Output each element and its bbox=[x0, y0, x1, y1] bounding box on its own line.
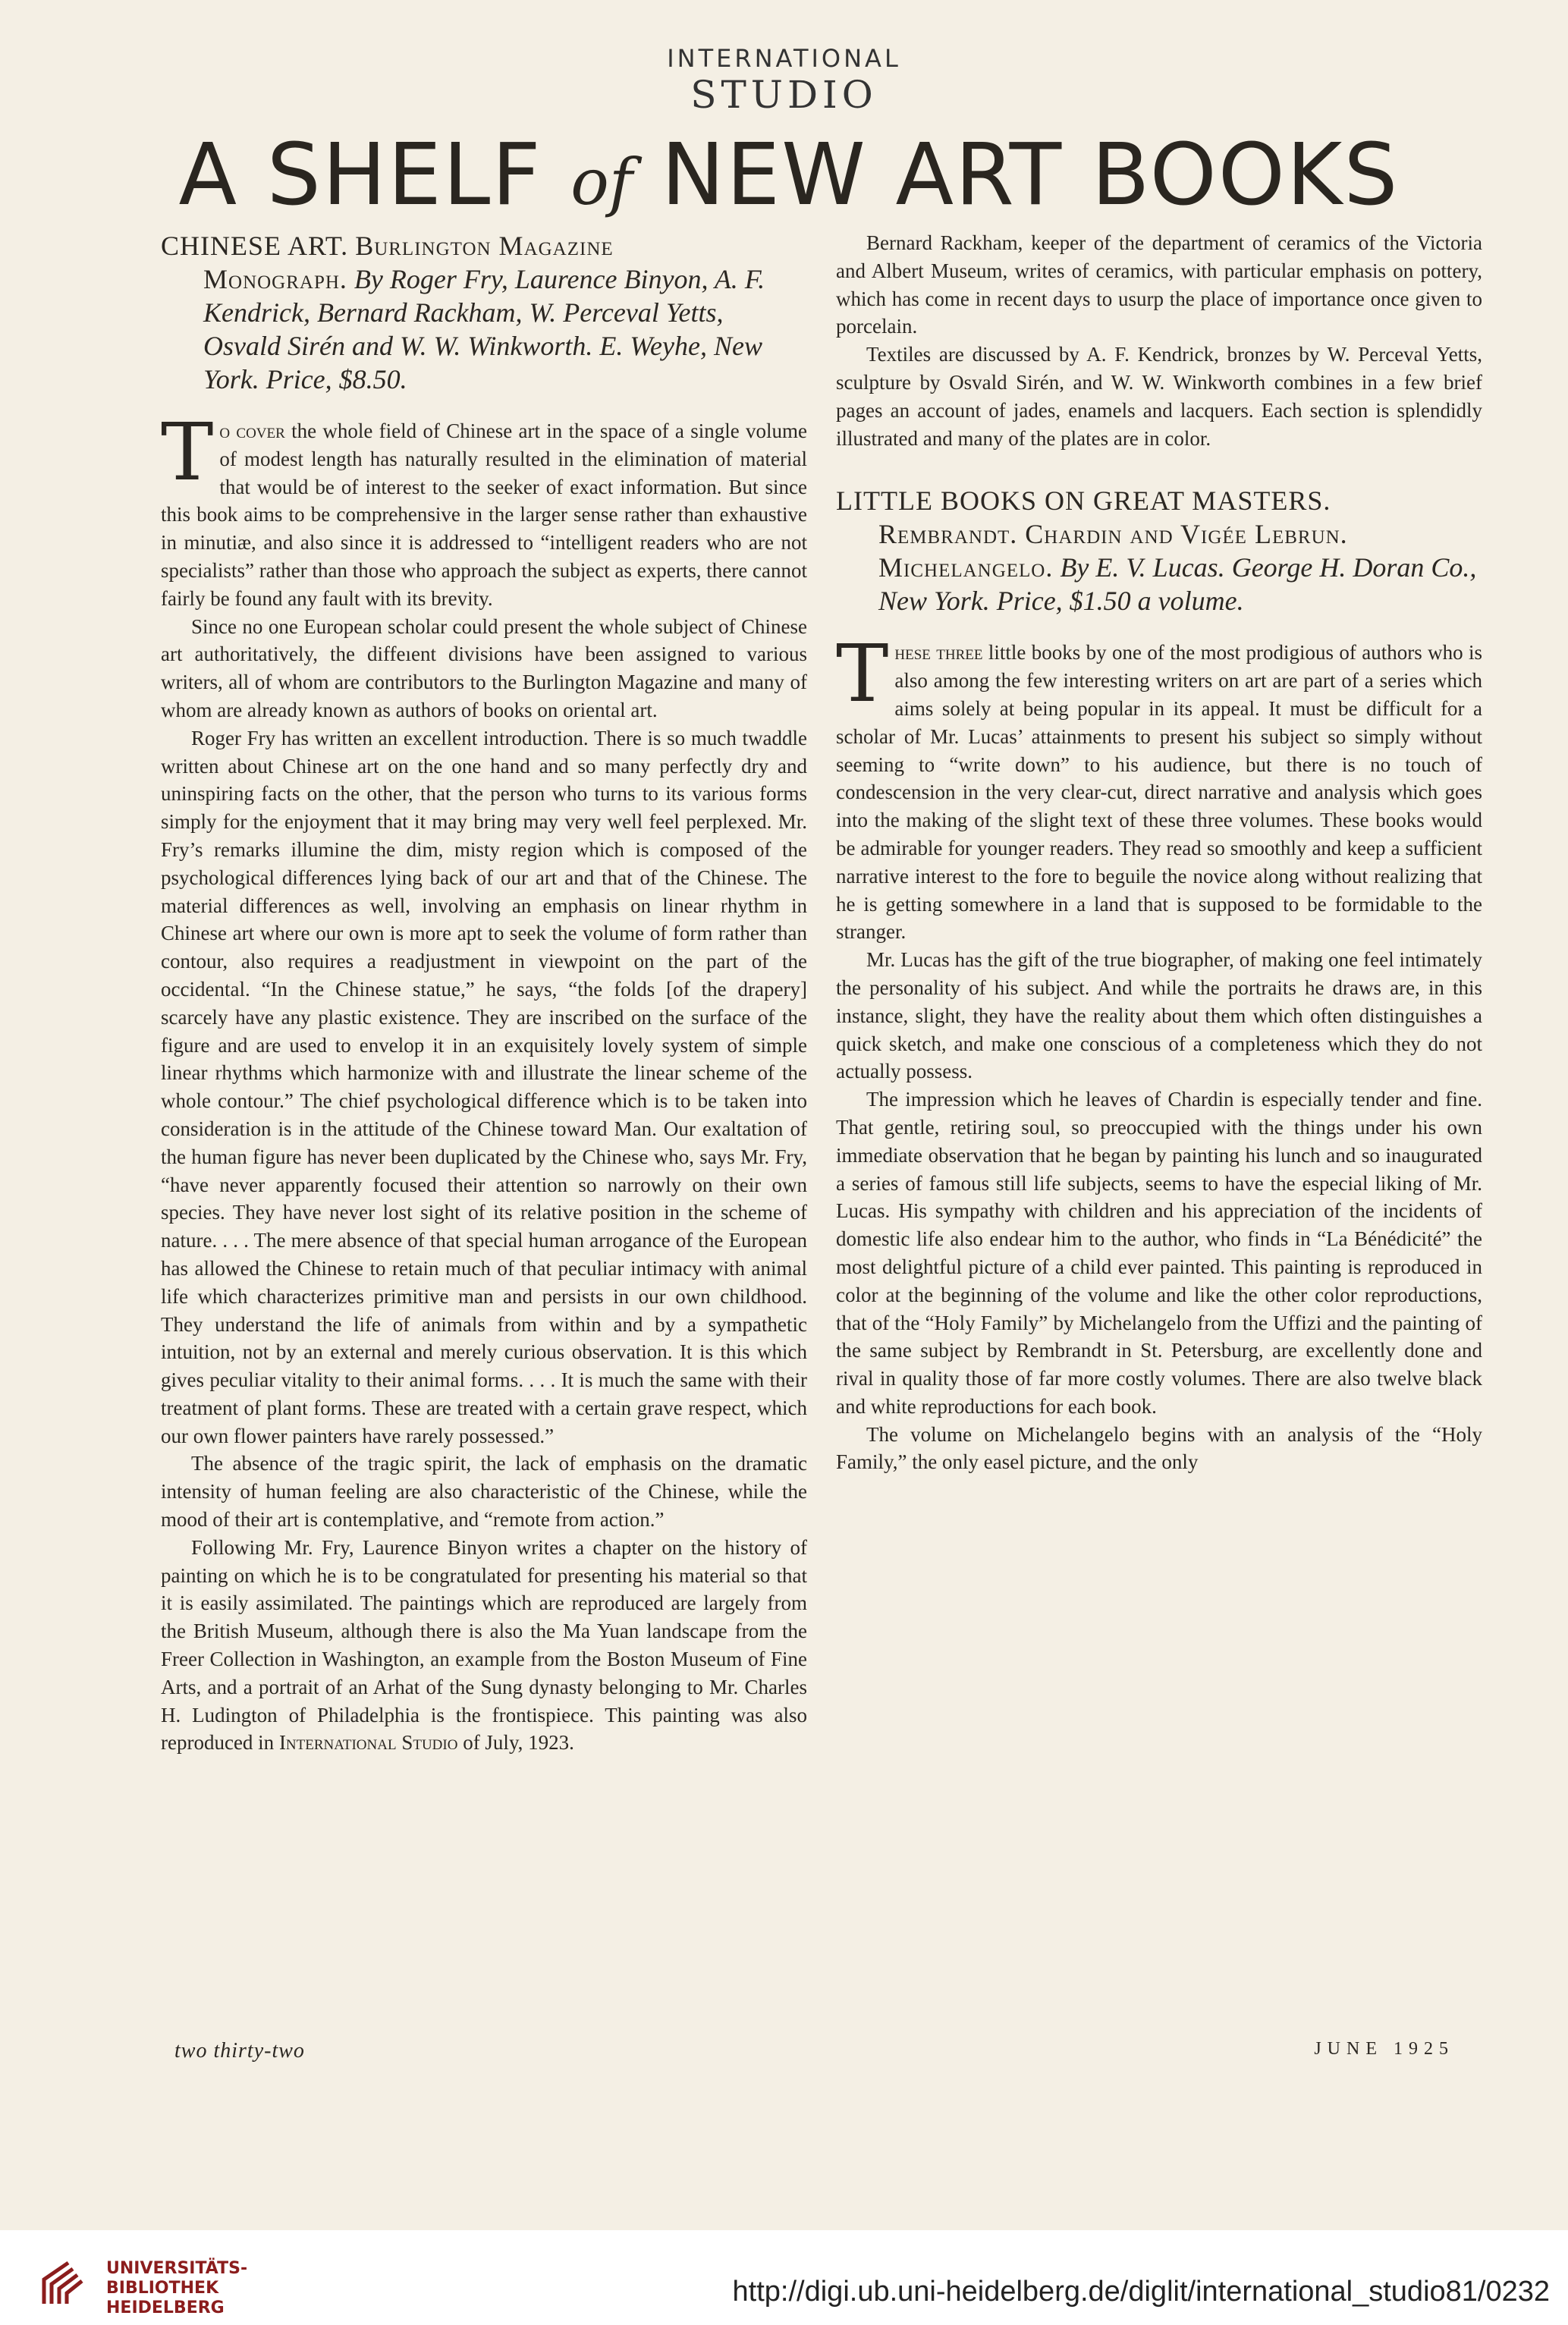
review1-paragraph: Textiles are discussed by A. F. Kendrick, bronzes by W. Perceval Yetts, sculpture by Osvald Sirén, and W. W. Winkworth combines in a few brief pages an account of jades, enamels and lacquers. Each section is splendidly illustrated and many of the plates are in color. bbox=[836, 343, 1482, 450]
review1-paragraph: Roger Fry has written an excellent introduction. There is so much twaddle written about Chinese art on the one hand and so many perfectly dry and uninspiring facts on the other, that the person who turns to its various forms simply for the enjoyment that it may bring may very well feel perplexed. Mr. Fry’s remarks illumine the dim, misty region which is composed of the psychological differences lying back of our art and that of the Chinese. The material differences as well, involving an emphasis on linear rhythm in Chinese art where our own is more apt to seek the volume of form rather than contour, also requires a readjustment in viewpoint on the part of the occidental. “In the Chinese statue,” he says, “the folds [of the drapery] scarcely have any plastic existence. They are inscribed on the surface of the figure and are used to envelop it in an exquisitely lovely system of simple linear rhythms which harmonize with and illustrate the linear scheme of the whole contour.” The chief psychological difference which is to be taken into consideration is in the attitude of the Chinese toward Man. Our exaltation of the human figure has never been duplicated by the Chinese who, says Mr. Fry, “have never apparently focused their attention so narrowly on their own species. They have never lost sight of its relative position in the scheme of nature. . . . The mere absence of that special human arrogance of the European has allowed the Chinese to retain much of that peculiar intimacy with animal life which characterizes primitive man and persists in our own childhood. They understand the life of animals from within and by a sympathetic intuition, not by an external and merely curious observation. It is this which gives peculiar vitality to their animal forms. . . . It is much the same with their treatment of plant forms. These are treated with a certain grave respect, which our own flower painters have rarely possessed.” bbox=[161, 726, 807, 1447]
review1-p5-end: of July, 1923. bbox=[457, 1731, 574, 1755]
review2-dropcap: T bbox=[836, 627, 889, 721]
review2-heading-b: Rembrandt. Chardin and Vigée Lebrun. Michelangelo. bbox=[878, 519, 1348, 583]
page-title bbox=[152, 126, 1426, 225]
review1-heading-d: By Roger Fry, Laurence Binyon, A. F. Kendrick, Bernard Rackham, W. Perceval Yetts, Osvald Sirén and W. W. Winkworth. E. Weyhe, New York. Price, $8.50. bbox=[203, 264, 765, 394]
review1-paragraph: Bernard Rackham, keeper of the department of ceramics of the Victoria and Albert Museum, writes of ceramics, with particular emphasis on pottery, which has come in recent days to usurp the place of importance once given to porcelain. bbox=[836, 231, 1482, 338]
library-line3: HEIDELBERG bbox=[106, 2298, 225, 2317]
right-column bbox=[836, 229, 1482, 1476]
review1-p5-smallcaps: International Studio bbox=[278, 1731, 458, 1755]
library-name bbox=[106, 2259, 247, 2318]
review2-paragraph: Mr. Lucas has the gift of the true biographer, of making one feel intimately the personality of his subject. And while the portraits he draws are, in this instance, slight, they have the reality about them which often distinguishes a quick sketch, and make one conscious of a completeness which they do not actually possess. bbox=[836, 948, 1482, 1083]
masthead-line1: INTERNATIONAL bbox=[667, 44, 901, 73]
issue-date: JUNE 1925 bbox=[1314, 2039, 1454, 2059]
review2-heading-c: By E. V. Lucas. George H. Doran Co., New York. Price, $1.50 a volume. bbox=[878, 552, 1477, 617]
source-url-link[interactable]: http://digi.ub.uni-heidelberg.de/diglit/international_studio81/0232 bbox=[732, 2276, 1550, 2308]
review1-paragraph bbox=[161, 1534, 807, 1757]
review1-heading-b: Burlington Magazine bbox=[355, 231, 614, 261]
review1-paragraph: The absence of the tragic spirit, the lack of emphasis on the dramatic intensity of human feeling are also characteristic of the Chinese, while the mood of their art is contemplative, and “remote from action.” bbox=[161, 1452, 807, 1532]
title-pre: A SHELF bbox=[178, 126, 542, 225]
review1-p5: Following Mr. Fry, Laurence Binyon writes a chapter on the history of painting on which he is to be congratulated for presenting his material so that it is easily assimilated. The paintings which are reproduced are largely from the British Museum, although there is also the Ma Yuan landscape from the Freer Collection in Washington, an example from the Boston Museum of Fine Arts, and a portrait of an Arhat of the Sung dynasty belonging to Mr. Charles H. Ludington of Philadelphia is the frontispiece. This painting was also reproduced in bbox=[161, 1535, 807, 1755]
review2-paragraph: The impression which he leaves of Chardin is especially tender and fine. That gentle, retiring soul, so preoccupied with the things under his own immediate observation that he began by painting his lunch and so inaugurated a series of famous still life subjects, seems to have the especial liking of Mr. Lucas. His sympathy with children and his appreciation of the incidents of domestic life also endear him to the author, who finds in “La Bénédicité” the most delightful picture of a child ever painted. This painting is reproduced in color at the beginning of the volume and like the other color reproductions, that of the “Holy Family” by Michelangelo from the Uffizi and the painting of the same subject by Rembrandt in St. Petersburg, are excellently done and rival in quality those of far more costly volumes. There are also twelve black and white reproductions for each book. bbox=[836, 1088, 1482, 1418]
library-line1: UNIVERSITÄTS- bbox=[106, 2259, 248, 2278]
review1-p1-smallcaps: o cover bbox=[219, 419, 285, 442]
review1-paragraph: Since no one European scholar could present the whole subject of Chinese art authoritatively, the diffeıent divisions have been assigned to various writers, all of whom are contributors to the Burlington Magazine and many of whom are already known as authors of books on oriental art. bbox=[161, 614, 807, 721]
library-logo-icon bbox=[38, 2257, 91, 2310]
library-line2: BIBLIOTHEK bbox=[106, 2279, 219, 2298]
title-of: of bbox=[570, 145, 633, 219]
review2-heading bbox=[836, 484, 1482, 617]
review1-dropcap: T bbox=[161, 406, 214, 498]
title-post: NEW ART BOOKS bbox=[661, 126, 1400, 225]
review2-p1: little books by one of the most prodigious of authors who is also among the few interesting writers on art are part of a series which aims solely at being popular in its appeal. It must be difficult for a scholar of Mr. Lucas’ attainments to present his subject so simply without seeming to “write down” to his audience, but there is no touch of condescension in the very clear-cut, direct narrative and analysis which goes into the making of the slight text of these three volumes. These books would be admirable for younger readers. They read so smoothly and keep a sufficient narrative interest to the fore to beguile the novice along without realizing that he is getting somewhere in a land that is supposed to be formidable to the stranger. bbox=[836, 641, 1482, 944]
review1-p1: the whole field of Chinese art in the space of a single volume of modest length has naturally resulted in the elimination of material that would be of interest to the seeker of exact information. But since this book aims to be comprehensive in the larger sense rather than exhaustive in minutiæ, and also since it is addressed to “intelligent readers who are not specialists” rather than those who approach the subject as experts, there cannot fairly be found any fault with its brevity. bbox=[161, 419, 807, 610]
review2-paragraph bbox=[836, 627, 1482, 946]
review1-heading bbox=[161, 229, 807, 396]
page-number: two thirty-two bbox=[174, 2039, 305, 2063]
review2-heading-a: LITTLE BOOKS ON GREAT MASTERS. bbox=[836, 485, 1331, 517]
review1-paragraph bbox=[161, 406, 807, 613]
review1-heading-a: CHINESE ART. bbox=[161, 231, 349, 261]
masthead-line2: STUDIO bbox=[690, 73, 878, 117]
review2-p1-smallcaps: hese three bbox=[894, 641, 983, 665]
review1-heading-c: Monograph. bbox=[203, 264, 347, 294]
review2-paragraph: The volume on Michelangelo begins with an analysis of the “Holy Family,” the only easel picture, and the only bbox=[836, 1422, 1482, 1474]
left-column bbox=[161, 229, 807, 1757]
